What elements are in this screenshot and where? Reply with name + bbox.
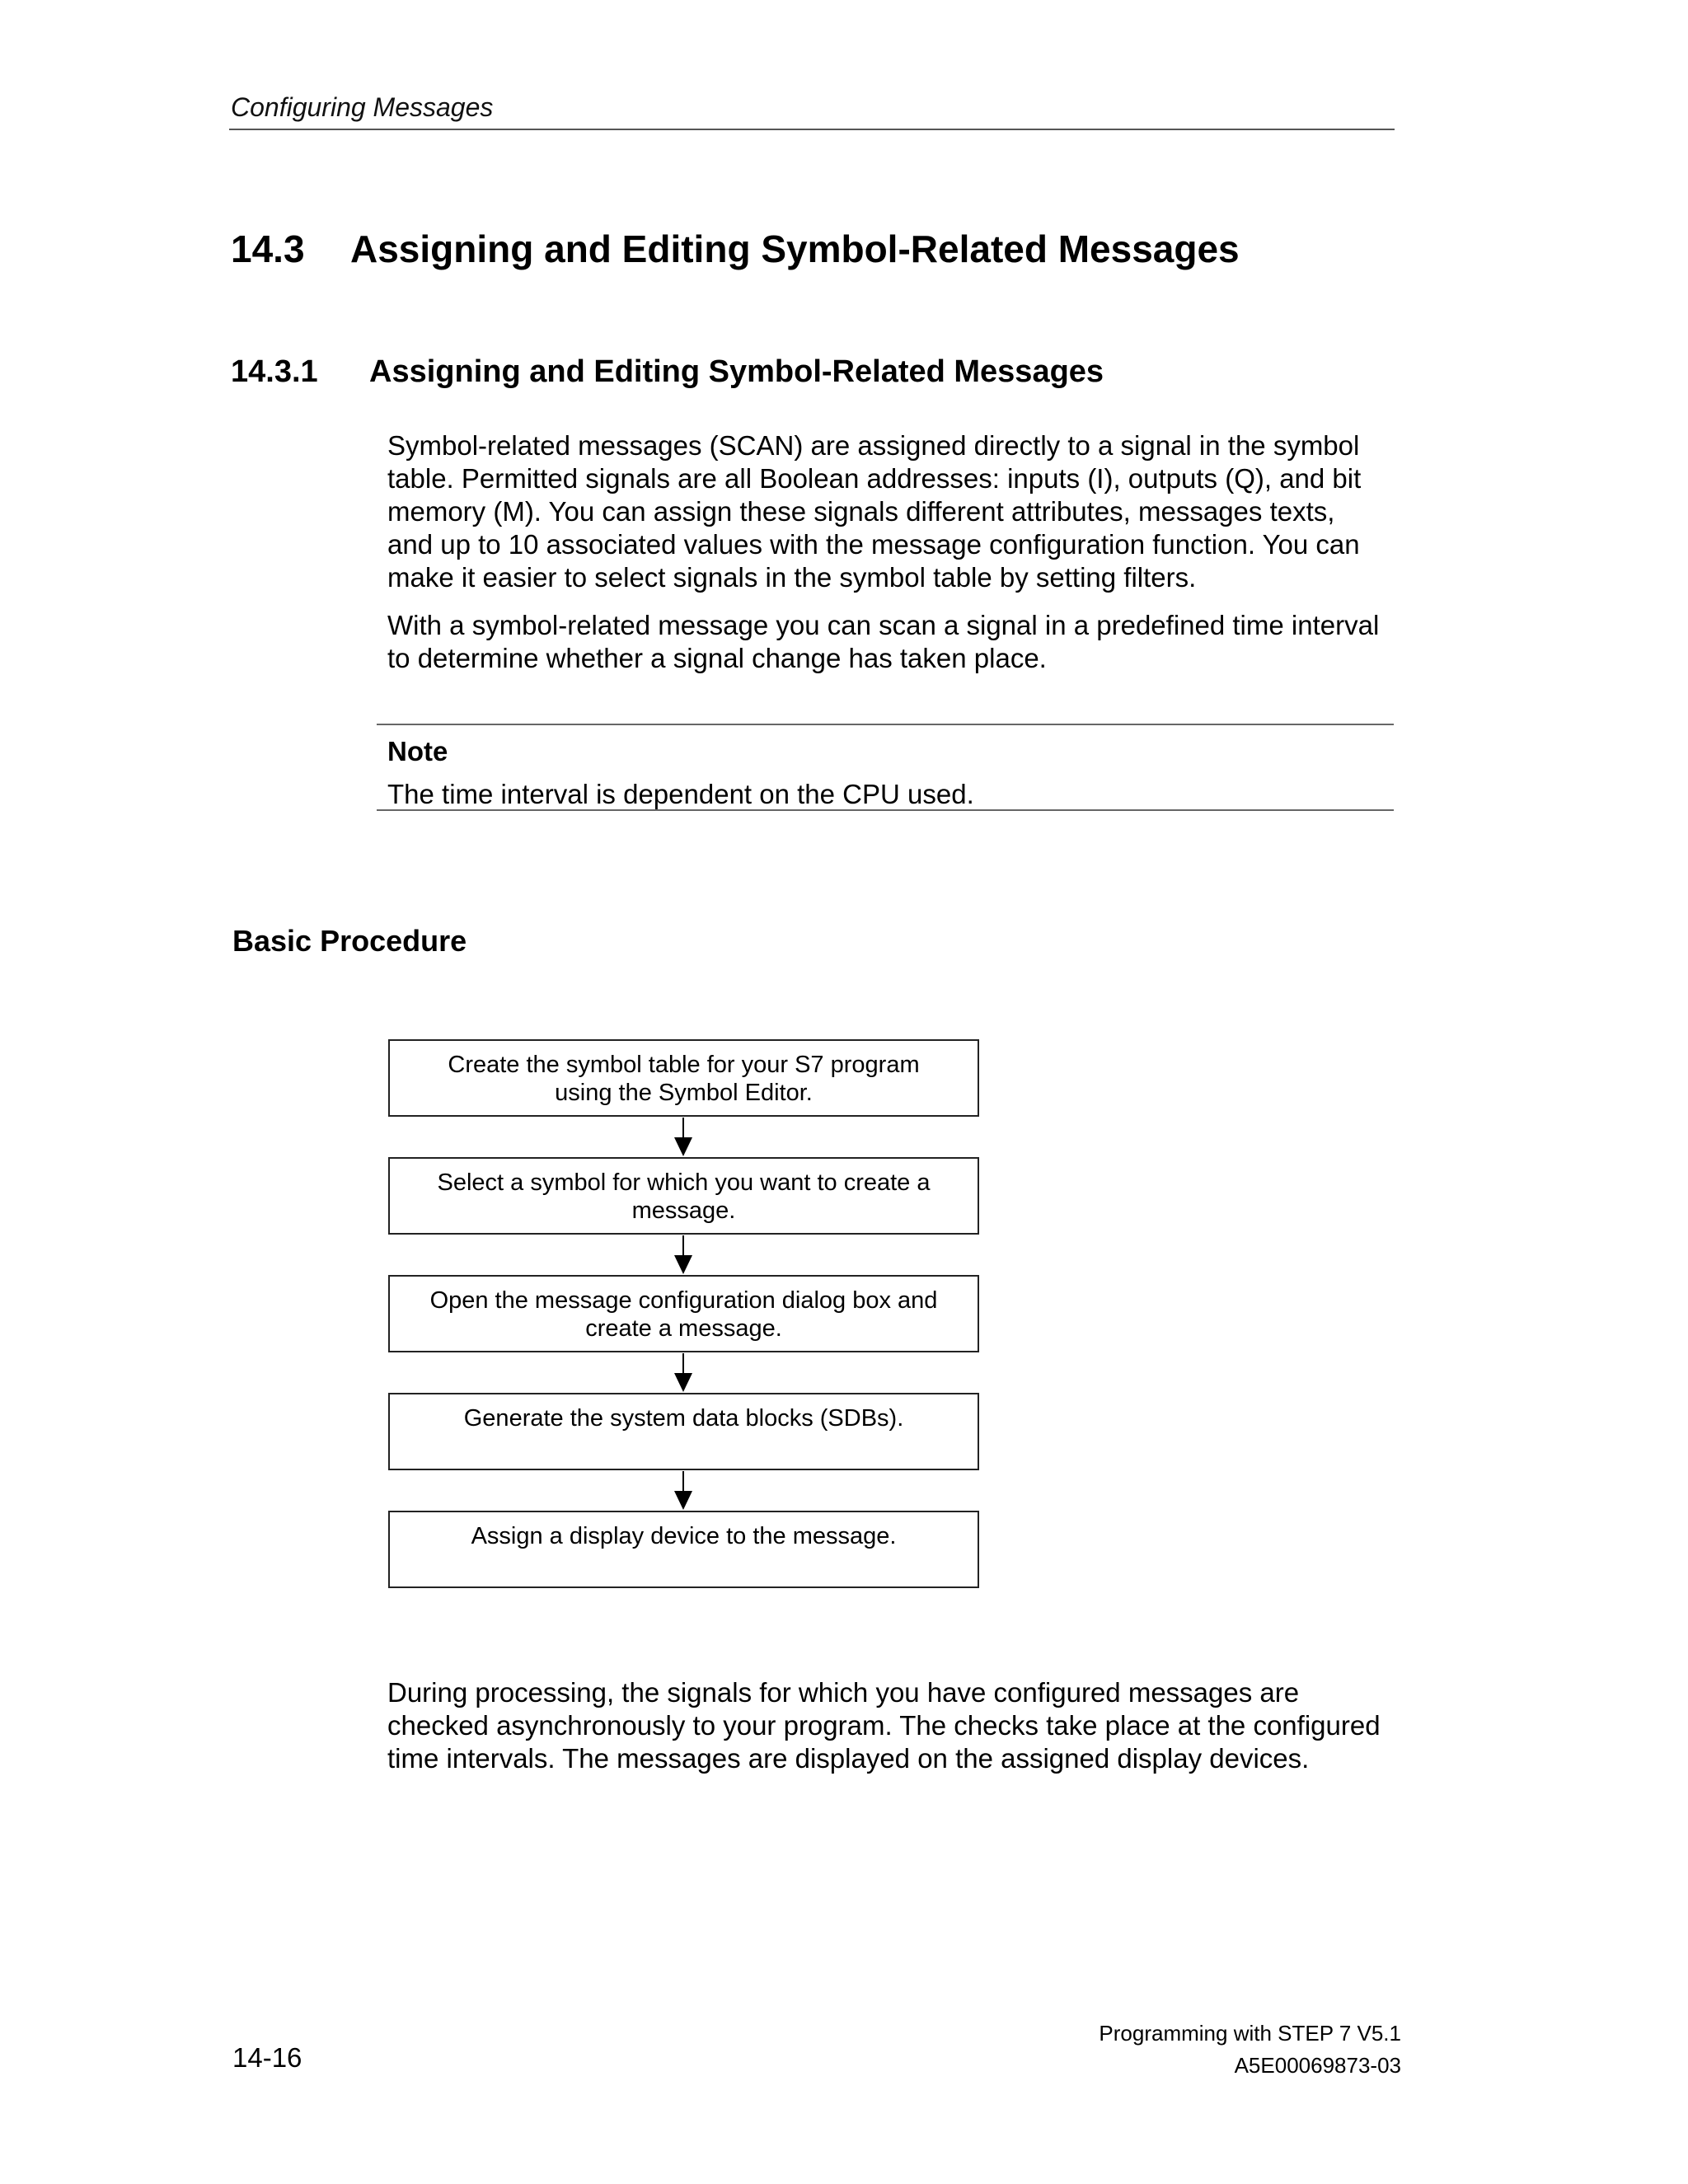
- flow-step-line: using the Symbol Editor.: [555, 1080, 813, 1106]
- flow-arrow-down-icon: [668, 1353, 698, 1393]
- flow-step-line: Open the message configuration dialog box and: [429, 1287, 938, 1314]
- header-divider: [229, 129, 1395, 130]
- paragraph-line: With a symbol-related message you can scan a signal in a predefined time interval: [387, 610, 1380, 640]
- note-title: Note: [387, 736, 448, 766]
- flow-step-line: Select a symbol for which you want to create a: [437, 1169, 931, 1196]
- note-text: The time interval is dependent on the CPU used.: [387, 779, 974, 809]
- flow-arrow-down-icon: [668, 1118, 698, 1157]
- document-id: A5E00069873-03: [1234, 2053, 1401, 2078]
- flow-step-assign-display-device: [388, 1511, 979, 1588]
- flow-step-line: Assign a display device to the message.: [471, 1523, 897, 1549]
- manual-title: Programming with STEP 7 V5.1: [1099, 2021, 1401, 2046]
- paragraph-line: During processing, the signals for which you have configured messages are: [387, 1677, 1300, 1708]
- note-top-rule: [377, 724, 1394, 725]
- note-bottom-rule: [377, 809, 1394, 811]
- paragraph-line: to determine whether a signal change has taken place.: [387, 643, 1047, 673]
- page-number: 14-16: [232, 2042, 302, 2073]
- section-number: 14.3: [231, 227, 305, 270]
- subsection-title: Assigning and Editing Symbol-Related Messages: [369, 354, 1104, 389]
- paragraph-line: time intervals. The messages are displayed on the assigned display devices.: [387, 1743, 1310, 1774]
- processing-paragraph: [387, 1676, 1409, 1775]
- paragraph-line: and up to 10 associated values with the message configuration function. You can: [387, 529, 1360, 560]
- flow-step-create-symbol-table: [388, 1039, 979, 1117]
- procedure-heading: Basic Procedure: [232, 924, 467, 958]
- flow-step-line: message.: [631, 1197, 736, 1224]
- flow-step-line: create a message.: [585, 1315, 782, 1342]
- flow-step-open-message-dialog: [388, 1275, 979, 1352]
- scan-paragraph: [387, 609, 1409, 675]
- flow-arrow-down-icon: [668, 1235, 698, 1275]
- flow-step-line: Create the symbol table for your S7 program: [448, 1052, 920, 1078]
- section-title: Assigning and Editing Symbol-Related Messages: [350, 227, 1240, 270]
- flow-step-generate-sdbs: [388, 1393, 979, 1470]
- paragraph-line: Symbol-related messages (SCAN) are assigned directly to a signal in the symbol: [387, 430, 1360, 461]
- paragraph-line: table. Permitted signals are all Boolean addresses: inputs (I), outputs (Q), and bit: [387, 463, 1362, 494]
- subsection-number: 14.3.1: [231, 354, 318, 389]
- footer-document-info: [1099, 2018, 1401, 2082]
- subsection-heading: [231, 354, 1104, 390]
- section-heading: [231, 227, 1240, 271]
- running-header: Configuring Messages: [231, 92, 494, 122]
- paragraph-line: checked asynchronously to your program. The checks take place at the configured: [387, 1710, 1381, 1741]
- flow-step-select-symbol: [388, 1157, 979, 1235]
- flow-arrow-down-icon: [668, 1471, 698, 1511]
- flow-step-line: Generate the system data blocks (SDBs).: [463, 1405, 904, 1432]
- paragraph-line: memory (M). You can assign these signals different attributes, messages texts,: [387, 496, 1335, 527]
- intro-paragraph: [387, 429, 1409, 594]
- paragraph-line: make it easier to select signals in the symbol table by setting filters.: [387, 562, 1197, 593]
